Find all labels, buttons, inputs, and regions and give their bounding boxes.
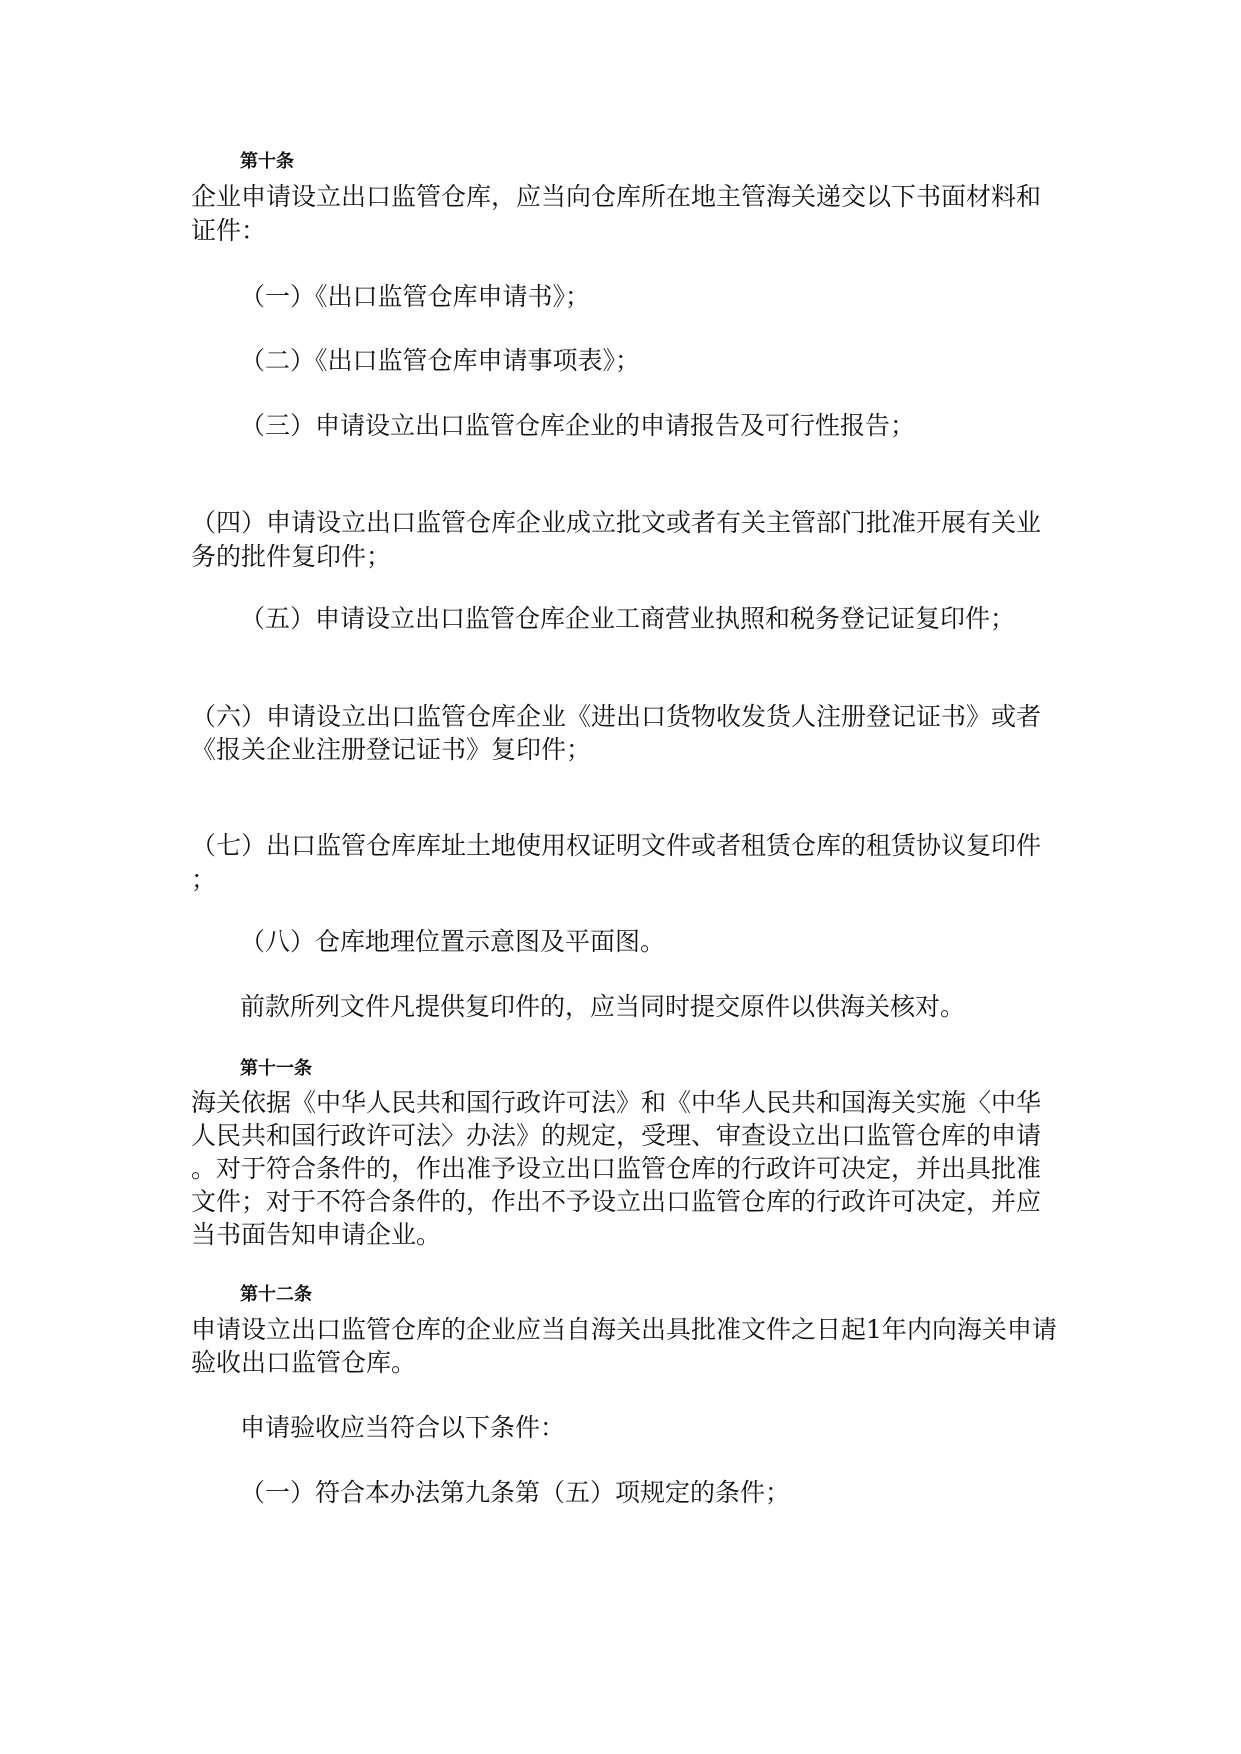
article-11-body-line-5: 当书面告知申请企业。: [191, 1220, 442, 1249]
article-10-heading: 第十条: [240, 151, 294, 172]
article-10-item-2: （二）《出口监管仓库申请事项表》；: [240, 346, 641, 375]
article-12-body-line-1: 申请设立出口监管仓库的企业应当自海关出具批准文件之日起1年内向海关申请: [191, 1315, 1057, 1344]
article-12-body-line-2: 验收出口监管仓库。: [191, 1348, 417, 1377]
article-10-intro-line-2: 证件：: [191, 216, 267, 245]
article-10-item-8: （八）仓库地理位置示意图及平面图。: [240, 927, 666, 956]
article-10-item-4-line-1: （四）申请设立出口监管仓库企业成立批文或者有关主管部门批准开展有关业: [191, 508, 1042, 537]
article-10-item-5: （五）申请设立出口监管仓库企业工商营业执照和税务登记证复印件；: [240, 604, 1016, 633]
article-11-heading: 第十一条: [240, 1058, 312, 1079]
article-11-body-line-1: 海关依据《中华人民共和国行政许可法》和《中华人民共和国海关实施〈中华: [191, 1088, 1042, 1117]
article-10-item-7-line-2: ；: [191, 865, 217, 894]
article-12-conditions-intro: 申请验收应当符合以下条件：: [240, 1413, 566, 1442]
article-12-heading: 第十二条: [240, 1284, 312, 1305]
article-10-item-3: （三）申请设立出口监管仓库企业的申请报告及可行性报告；: [240, 411, 916, 440]
article-11-body-line-2: 人民共和国行政许可法〉办法》的规定，受理、审查设立出口监管仓库的申请: [191, 1121, 1042, 1150]
article-10-item-6-line-2: 《报关企业注册登记证书》复印件；: [191, 735, 592, 764]
article-10-intro-line-1: 企业申请设立出口监管仓库，应当向仓库所在地主管海关递交以下书面材料和: [191, 182, 1042, 211]
article-10-note: 前款所列文件凡提供复印件的，应当同时提交原件以供海关核对。: [240, 992, 966, 1021]
article-11-body-line-3: 。对于符合条件的，作出准予设立出口监管仓库的行政许可决定，并出具批准: [191, 1154, 1042, 1183]
article-10-item-4-line-2: 务的批件复印件；: [191, 542, 392, 571]
article-10-item-1: （一）《出口监管仓库申请书》；: [240, 282, 591, 311]
article-12-item-1: （一）符合本办法第九条第（五）项规定的条件；: [240, 1478, 791, 1507]
article-10-item-6-line-1: （六）申请设立出口监管仓库企业《进出口货物收发货人注册登记证书》或者: [191, 702, 1042, 731]
article-11-body-line-4: 文件；对于不符合条件的，作出不予设立出口监管仓库的行政许可决定，并应: [191, 1187, 1042, 1216]
article-10-item-7-line-1: （七）出口监管仓库库址土地使用权证明文件或者租赁仓库的租赁协议复印件: [191, 831, 1042, 860]
